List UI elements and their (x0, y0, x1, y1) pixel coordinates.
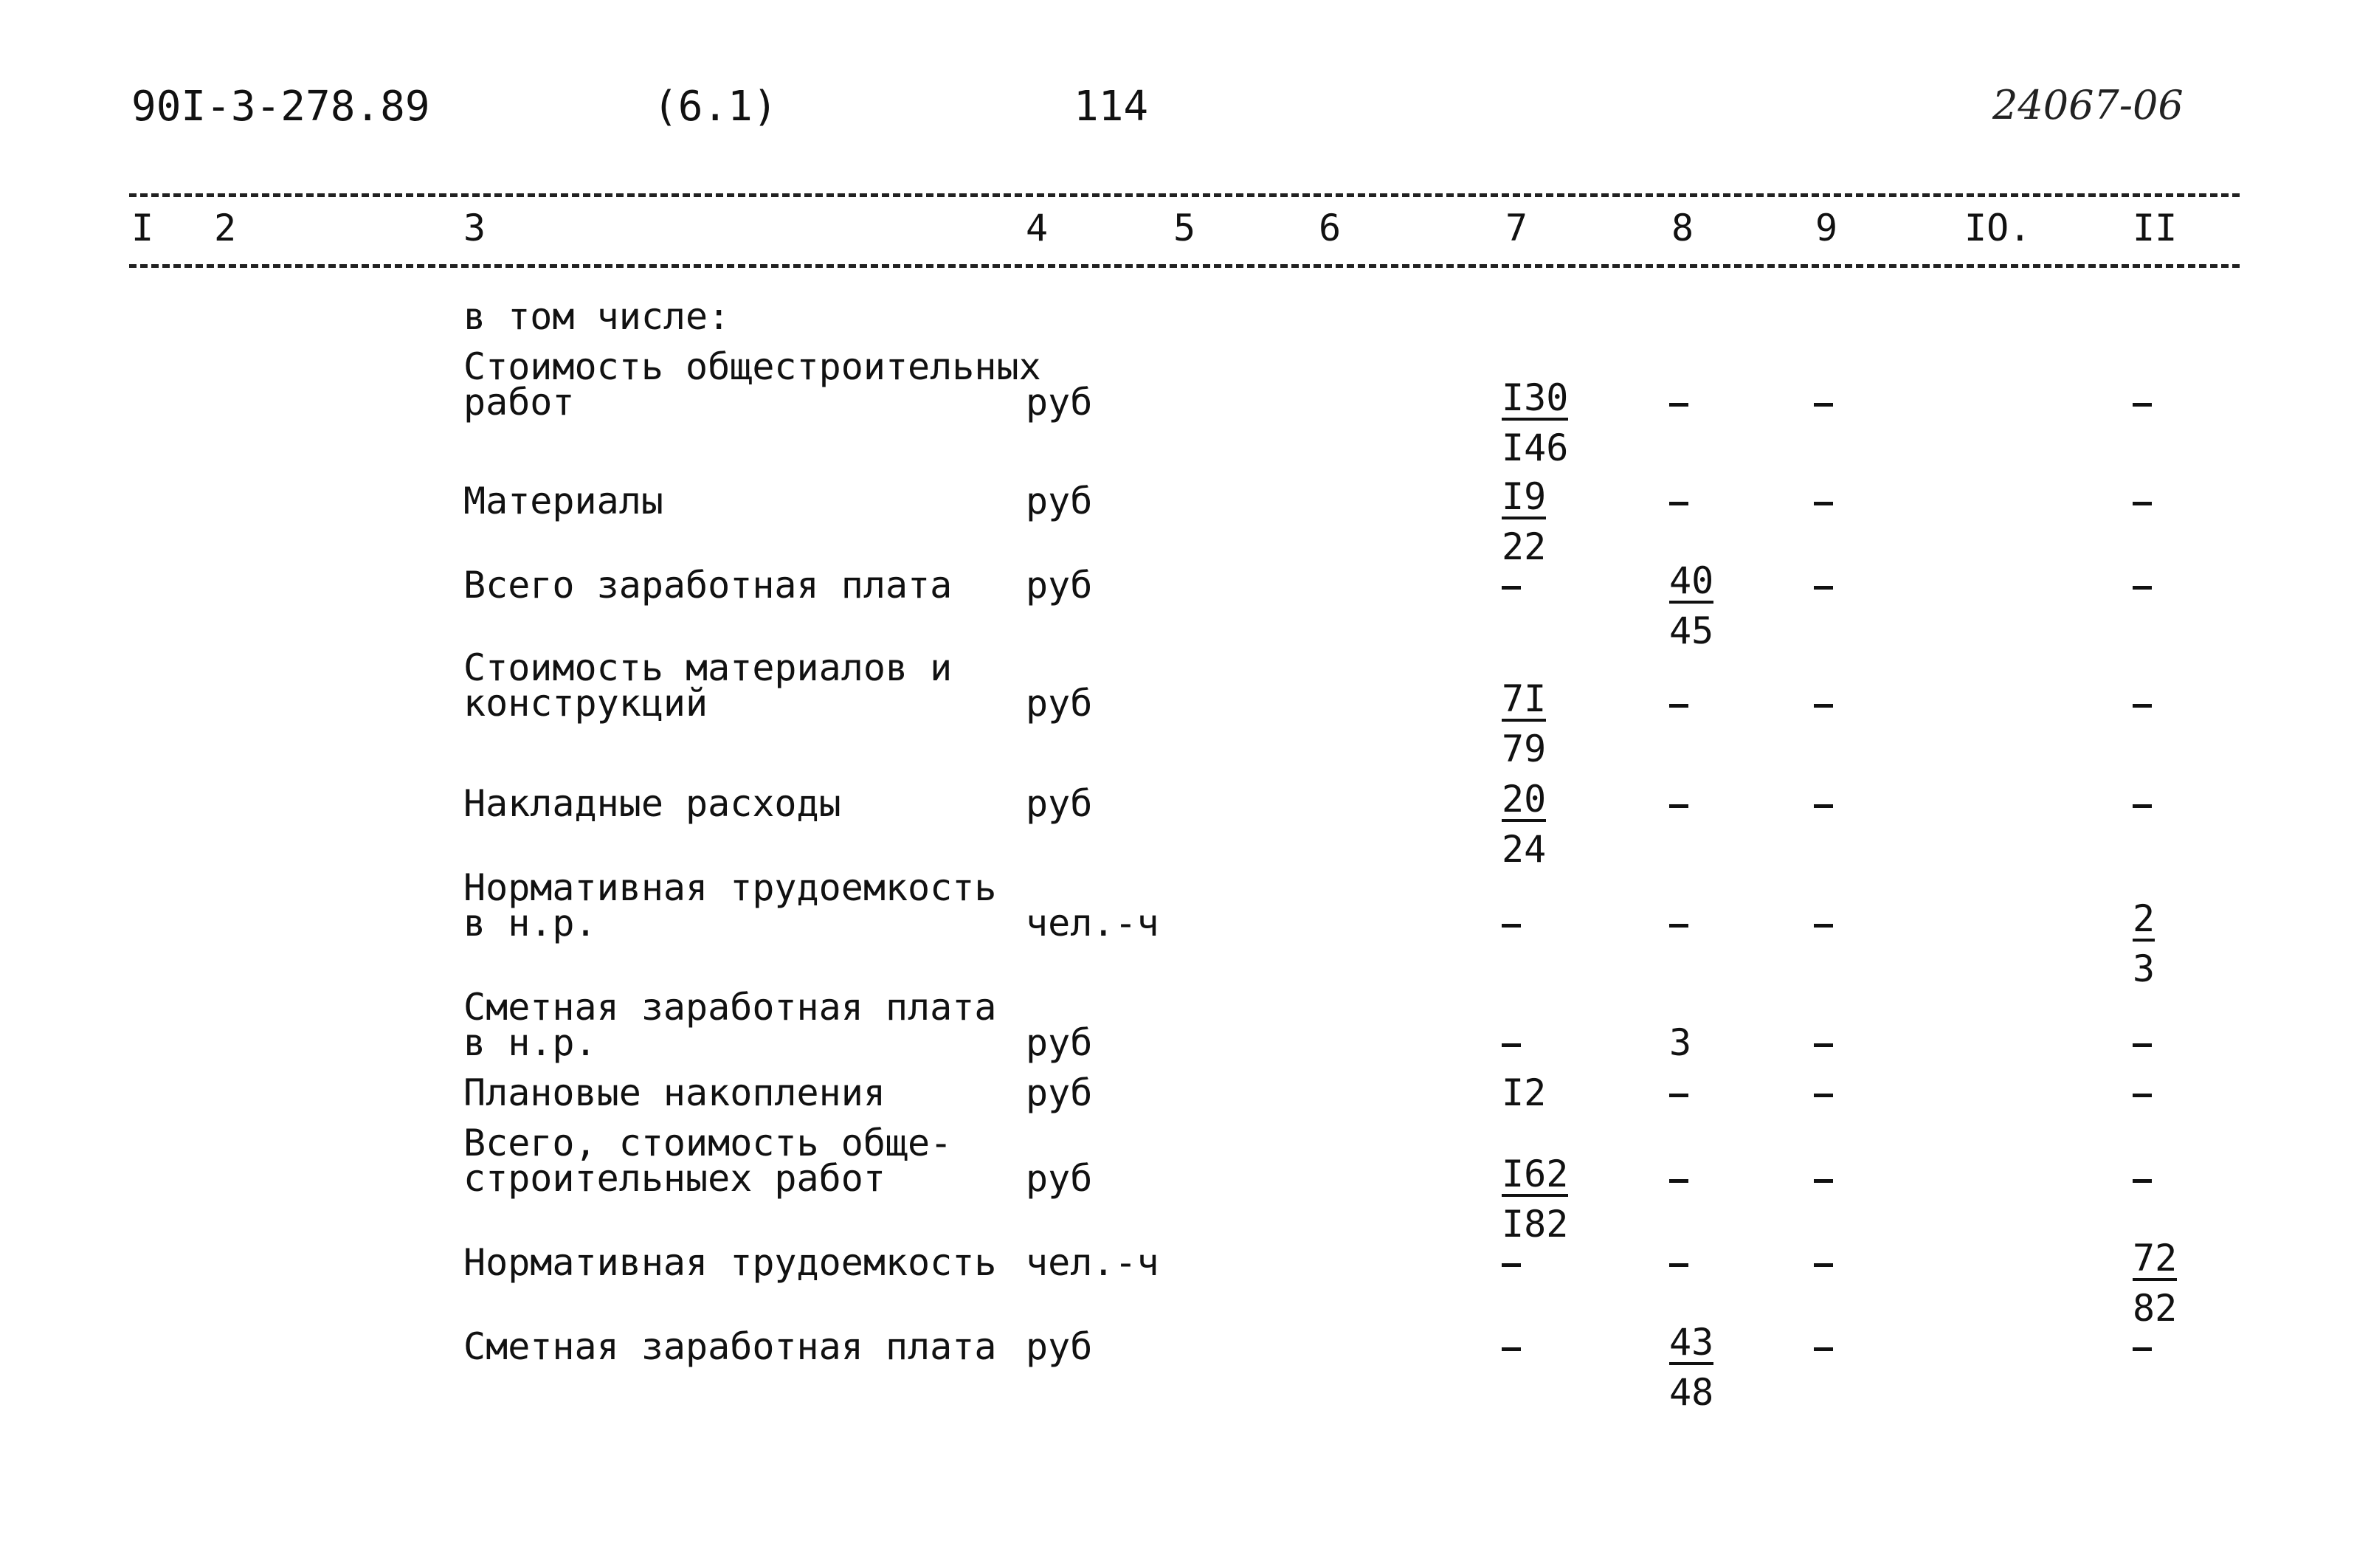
dash-mark (1814, 586, 1833, 590)
row-unit: руб (1026, 782, 1093, 825)
col-header-9: 9 (1815, 207, 1838, 249)
page-number: 114 (1074, 83, 1149, 131)
dash-mark (1814, 1043, 1833, 1047)
dash-mark (1669, 502, 1688, 505)
row-name: Нормативная трудоемкость (463, 1241, 997, 1284)
col-header-5: 5 (1173, 207, 1196, 249)
col8-numerator: 43 (1669, 1321, 1714, 1364)
intro-label: в том числе: (463, 295, 731, 338)
row-name-cont: в н.р. (463, 902, 597, 944)
col-header-2: 2 (214, 207, 237, 249)
row-unit: руб (1026, 381, 1093, 424)
dash-mark (1814, 924, 1833, 928)
row-name: Плановые накопления (463, 1071, 886, 1114)
col11-denominator: 82 (2133, 1287, 2178, 1330)
header-bottom-rule (129, 264, 2240, 268)
col11-numerator: 2 (2133, 897, 2155, 940)
dash-mark (2133, 502, 2152, 505)
row-name: Сметная заработная плата (463, 1325, 997, 1368)
dash-mark (1669, 704, 1688, 708)
dash-mark (1502, 586, 1521, 590)
col8-numerator: 40 (1669, 559, 1714, 602)
col-header-6: 6 (1319, 207, 1342, 249)
row-name: Нормативная трудоемкость (463, 866, 997, 909)
dash-mark (2133, 1347, 2152, 1351)
col8-denominator: 48 (1669, 1371, 1714, 1414)
col7-numerator: 20 (1502, 778, 1547, 821)
dash-mark (1814, 1179, 1833, 1183)
dash-mark (2133, 1094, 2152, 1097)
dash-mark (1502, 1043, 1521, 1047)
col-header-3: 3 (463, 207, 486, 249)
header-top-rule (129, 193, 2240, 197)
row-name: Стоимость материалов и (463, 646, 953, 689)
row-unit: руб (1026, 1325, 1093, 1368)
row-unit: руб (1026, 564, 1093, 607)
dash-mark (1502, 924, 1521, 928)
dash-mark (2133, 1179, 2152, 1183)
dash-mark (1814, 403, 1833, 407)
col-header-1: I (131, 207, 154, 249)
handwritten-code: 24067-06 (1992, 82, 2184, 128)
dash-mark (1669, 924, 1688, 928)
dash-mark (1669, 1179, 1688, 1183)
col7-numerator: I62 (1502, 1153, 1569, 1195)
row-name-cont: работ (463, 381, 575, 424)
col7-denominator: 79 (1502, 728, 1547, 770)
row-unit: чел.-ч (1026, 1241, 1159, 1284)
section-number: (6.1) (653, 83, 778, 131)
col11-numerator: 72 (2133, 1237, 2178, 1279)
col8-denominator: 45 (1669, 609, 1714, 652)
row-unit: руб (1026, 480, 1093, 522)
col7-numerator: I30 (1502, 376, 1569, 419)
dash-mark (1814, 704, 1833, 708)
col7-value: I2 (1502, 1071, 1547, 1114)
document-number: 90I-3-278.89 (131, 83, 430, 131)
col-header-10: IO. (1964, 207, 2032, 249)
dash-mark (2133, 804, 2152, 808)
dash-mark (1814, 502, 1833, 505)
col7-numerator: I9 (1502, 475, 1547, 518)
row-name: Всего заработная плата (463, 564, 953, 607)
dash-mark (1669, 1094, 1688, 1097)
col8-value: 3 (1669, 1021, 1692, 1064)
row-unit: чел.-ч (1026, 902, 1159, 944)
row-unit: руб (1026, 1071, 1093, 1114)
col-header-11: II (2133, 207, 2178, 249)
dash-mark (2133, 586, 2152, 590)
row-name: Материалы (463, 480, 663, 522)
row-name: Стоимость общестроительных (463, 345, 1041, 388)
col-header-7: 7 (1505, 207, 1528, 249)
dash-mark (1502, 1347, 1521, 1351)
col-header-8: 8 (1671, 207, 1694, 249)
col7-denominator: I46 (1502, 426, 1569, 469)
dash-mark (1502, 1263, 1521, 1267)
dash-mark (1814, 804, 1833, 808)
row-name: Сметная заработная плата (463, 986, 997, 1029)
col7-denominator: I82 (1502, 1203, 1569, 1246)
row-name-cont: в н.р. (463, 1021, 597, 1064)
col-header-4: 4 (1026, 207, 1049, 249)
dash-mark (2133, 403, 2152, 407)
dash-mark (2133, 704, 2152, 708)
row-name-cont: строительныех работ (463, 1157, 886, 1200)
row-unit: руб (1026, 682, 1093, 725)
dash-mark (1814, 1347, 1833, 1351)
dash-mark (1814, 1263, 1833, 1267)
row-name: Накладные расходы (463, 782, 841, 825)
col7-denominator: 24 (1502, 828, 1547, 871)
dash-mark (1814, 1094, 1833, 1097)
dash-mark (1669, 804, 1688, 808)
dash-mark (1669, 1263, 1688, 1267)
col11-denominator: 3 (2133, 947, 2155, 990)
dash-mark (2133, 1043, 2152, 1047)
row-unit: руб (1026, 1157, 1093, 1200)
row-name: Всего, стоимость обще- (463, 1122, 953, 1164)
row-name-cont: конструкций (463, 682, 708, 725)
row-unit: руб (1026, 1021, 1093, 1064)
dash-mark (1669, 403, 1688, 407)
col7-denominator: 22 (1502, 525, 1547, 568)
col7-numerator: 7I (1502, 677, 1547, 720)
